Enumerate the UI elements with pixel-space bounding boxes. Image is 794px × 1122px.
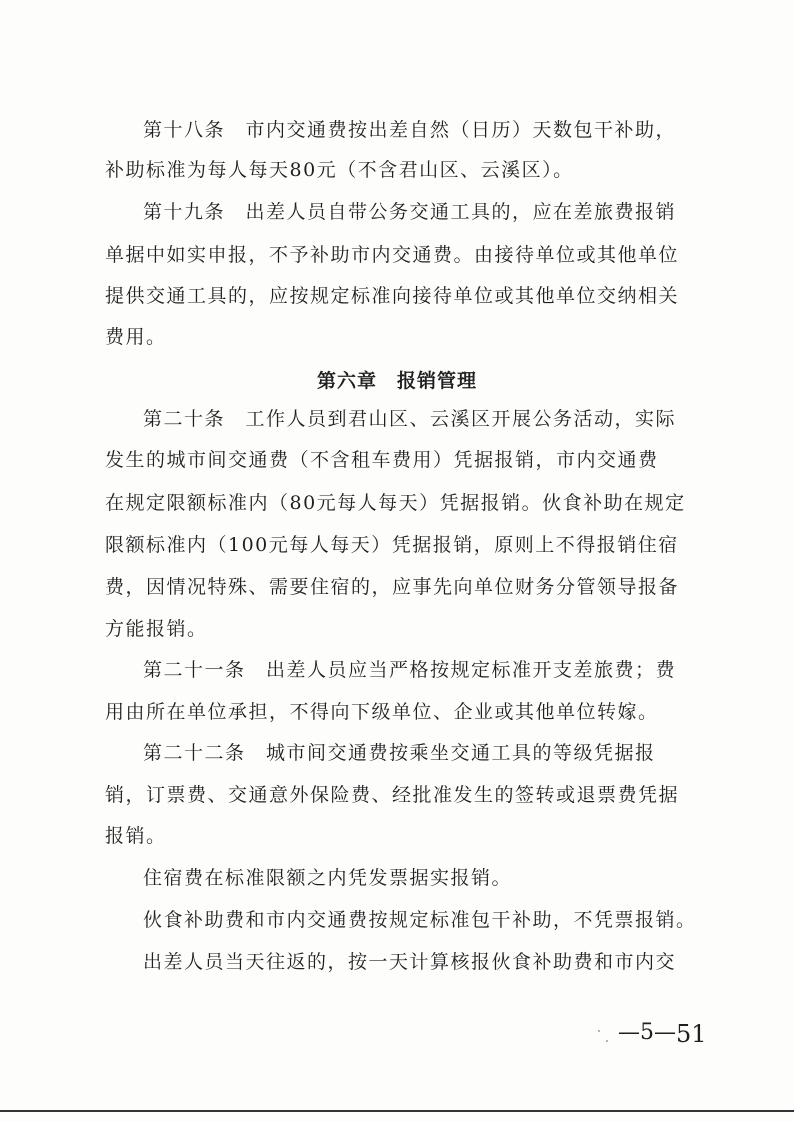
paragraph-line: 报销。: [105, 825, 167, 847]
paragraph-line: 方能报销。: [105, 618, 208, 640]
paragraph-line: 用由所在单位承担，不得向下级单位、企业或其他单位转嫁。: [105, 701, 659, 723]
scan-speck: [598, 1030, 600, 1032]
paragraph-line: 第二十条 工作人员到君山区、云溪区开展公务活动，实际: [143, 408, 677, 430]
paragraph-line: 伙食补助费和市内交通费按规定标准包干补助，不凭票报销。: [143, 909, 697, 931]
paragraph-line: 发生的城市间交通费（不含租车费用）凭据报销，市内交通费: [105, 449, 659, 471]
paragraph-line: 第二十一条 出差人员应当严格按规定标准开支差旅费；费: [143, 659, 677, 681]
scan-speck: [606, 1040, 608, 1042]
paragraph-line: 第十九条 出差人员自带公务交通工具的，应在差旅费报销: [143, 201, 677, 223]
paragraph-line: 费用。: [105, 326, 167, 348]
paragraph-line: 第二十二条 城市间交通费按乘坐交通工具的等级凭据报: [143, 742, 656, 764]
paragraph-line: 销，订票费、交通意外保险费、经批准发生的签转或退票费凭据: [105, 784, 680, 806]
paragraph-line: 住宿费在标准限额之内凭发票据实报销。: [143, 867, 513, 889]
paragraph-line: 第十八条 市内交通费按出差自然（日历）天数包干补助，: [143, 119, 677, 141]
chapter-title: 第六章 报销管理: [316, 370, 477, 392]
paragraph-line: 补助标准为每人每天80元（不含君山区、云溪区）。: [105, 159, 574, 181]
paragraph-line: 在规定限额标准内（80元每人每天）凭据报销。伙食补助在规定: [105, 492, 686, 514]
page-bottom-edge: [0, 1110, 794, 1112]
page-number: —5—: [618, 1020, 676, 1045]
paragraph-line: 单据中如实申报，不予补助市内交通费。由接待单位或其他单位: [105, 244, 680, 266]
paragraph-line: 费，因情况特殊、需要住宿的，应事先向单位财务分管领导报备: [105, 576, 680, 598]
paragraph-line: 限额标准内（100元每人每天）凭据报销，原则上不得报销住宿: [105, 534, 679, 556]
paragraph-line: 提供交通工具的，应按规定标准向接待单位或其他单位交纳相关: [105, 285, 680, 307]
handwritten-page-number: 51: [676, 1020, 707, 1048]
paragraph-line: 出差人员当天往返的，按一天计算核报伙食补助费和市内交: [143, 951, 677, 973]
